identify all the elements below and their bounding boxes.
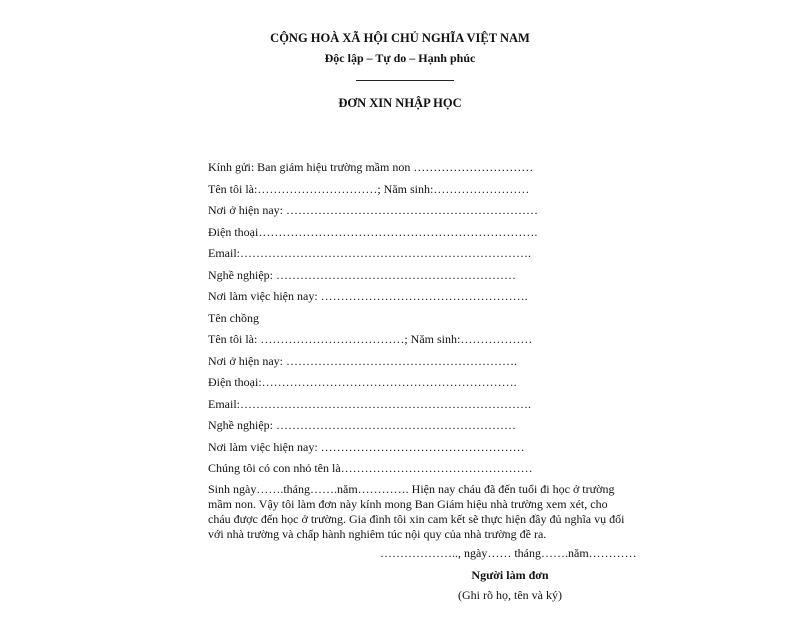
form-line-phone: Điện thoại……………………………………………………………. — [208, 225, 538, 239]
form-line-child-name: Chúng tôi có con nhỏ tên là………………………………………… — [208, 461, 533, 475]
document-header-country: CỘNG HOÀ XÃ HỘI CHỦ NGHĨA VIỆT NAM — [270, 31, 530, 45]
form-line-occupation: Nghề nghiệp: …………………………………………………… — [208, 268, 516, 282]
form-line-workplace: Nơi làm việc hiện nay: ……………………………………………. — [208, 289, 528, 303]
date-line: ……………….., ngày…… tháng…….năm………… — [380, 546, 637, 560]
form-line-husband-address: Nơi ở hiện nay: …………………………………………………. — [208, 354, 518, 368]
document-title: ĐƠN XIN NHẬP HỌC — [338, 96, 462, 110]
form-line-husband-name: Tên tôi là: ………………………………; Năm sinh:……………… — [208, 332, 533, 346]
form-line-husband-heading: Tên chồng — [208, 311, 259, 325]
form-line-husband-email: Email:………………………………………………………………. — [208, 397, 531, 411]
signature-note: (Ghi rõ họ, tên và ký) — [458, 588, 562, 602]
signer-label: Người làm đơn — [471, 568, 549, 582]
header-divider — [356, 80, 454, 81]
form-line-email: Email:………………………………………………………………. — [208, 246, 531, 260]
request-paragraph: Sinh ngày…….tháng…….năm…………. Hiện nay cháu đã đến tuổi đi học ở trường mầm non. Vậy tôi làm đơn này kính mong Ban Giám hiệu nhà trường xem xét, cho cháu được đến học ở trường. Gia đình tôi xin cam kết sẽ thực hiện đầy đủ nghĩa vụ đối với nhà trường và chấp hành nghiêm túc nội quy của nhà trường đề ra. — [208, 482, 625, 541]
document-header-motto: Độc lập – Tự do – Hạnh phúc — [324, 51, 476, 65]
form-line-recipient: Kính gửi: Ban giám hiệu trường mầm non ………………………… — [208, 160, 534, 174]
form-line-husband-occupation: Nghề nghiệp: …………………………………………………… — [208, 418, 516, 432]
form-line-address: Nơi ở hiện nay: ……………………………………………………… — [208, 203, 539, 217]
form-line-name: Tên tôi là:…………………………; Năm sinh:…………………… — [208, 182, 530, 196]
form-line-husband-workplace: Nơi làm việc hiện nay: …………………………………………… — [208, 440, 525, 454]
form-line-husband-phone: Điện thoại:………………………………………………………. — [208, 375, 517, 389]
